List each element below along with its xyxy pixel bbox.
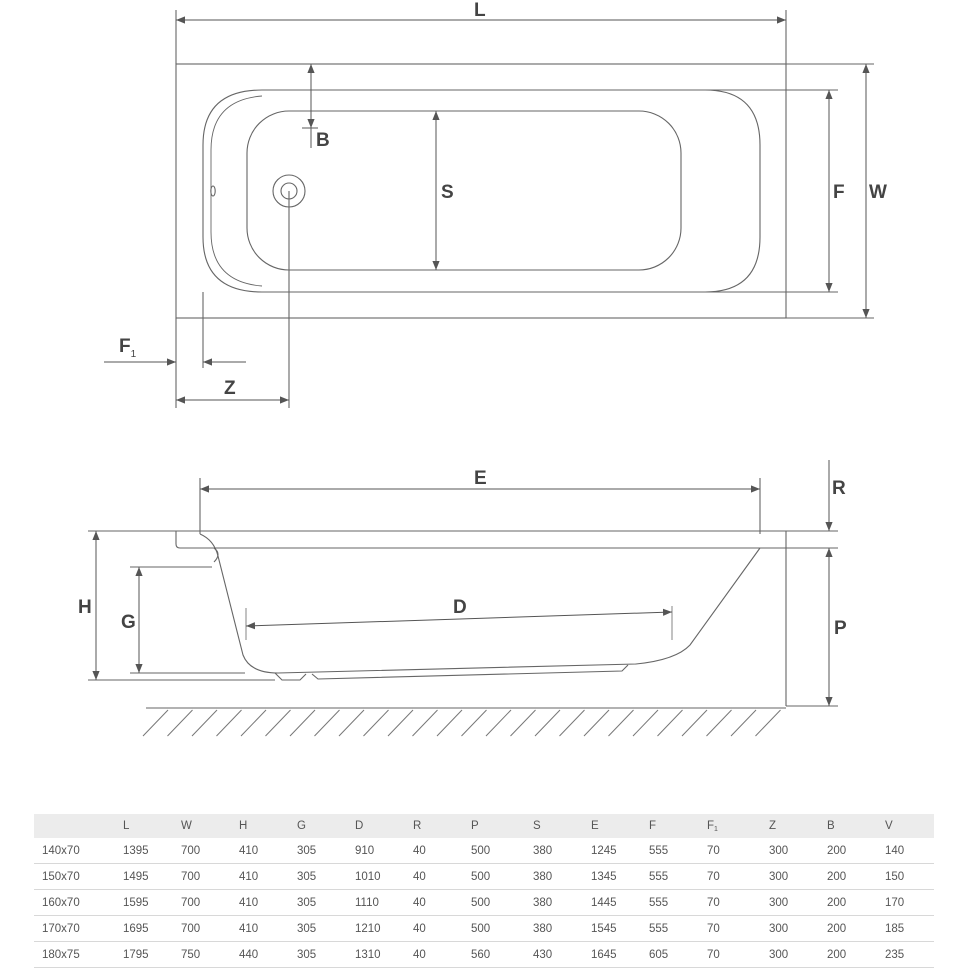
hatch-line bbox=[756, 710, 781, 736]
table-cell: 305 bbox=[289, 942, 347, 968]
table-cell: 40 bbox=[405, 838, 463, 864]
table-cell: 910 bbox=[347, 838, 405, 864]
table-cell: 1395 bbox=[115, 838, 173, 864]
label-P: P bbox=[834, 618, 847, 639]
hatch-line bbox=[437, 710, 462, 736]
table-cell: 140x70 bbox=[34, 838, 115, 864]
label-F1: $F_1$ bbox=[119, 336, 137, 360]
table-cell: 700 bbox=[173, 838, 231, 864]
table-cell: 410 bbox=[231, 864, 289, 890]
table-row bbox=[34, 838, 934, 864]
table-cell: 1445 bbox=[583, 890, 641, 916]
table-cell: 40 bbox=[405, 890, 463, 916]
table-cell: 170x70 bbox=[34, 916, 115, 942]
table-cell: 200 bbox=[819, 864, 877, 890]
hatch-line bbox=[462, 710, 487, 736]
hatch-line bbox=[609, 710, 634, 736]
header-cell-f1: F1 bbox=[699, 814, 761, 838]
dimensions-table bbox=[34, 814, 934, 968]
label-E: E bbox=[474, 468, 487, 489]
table-cell: 200 bbox=[819, 942, 877, 968]
side-view-labels bbox=[78, 468, 847, 639]
hatch-line bbox=[364, 710, 389, 736]
label-R: R bbox=[832, 478, 846, 499]
table-cell: 555 bbox=[641, 890, 699, 916]
table-cell: 300 bbox=[761, 916, 819, 942]
table-cell: 300 bbox=[761, 942, 819, 968]
table-cell: 140 bbox=[877, 838, 934, 864]
header-cell: P bbox=[463, 814, 525, 838]
table-cell: 1595 bbox=[115, 890, 173, 916]
table-cell: 40 bbox=[405, 864, 463, 890]
hatch-line bbox=[731, 710, 756, 736]
table-cell: 380 bbox=[525, 838, 583, 864]
table-cell: 1795 bbox=[115, 942, 173, 968]
table-cell: 300 bbox=[761, 864, 819, 890]
table-cell: 380 bbox=[525, 890, 583, 916]
hatch-line bbox=[658, 710, 683, 736]
table-cell: 700 bbox=[173, 864, 231, 890]
label-L: L bbox=[474, 0, 486, 21]
table-cell: 40 bbox=[405, 942, 463, 968]
table-header-row bbox=[34, 814, 934, 838]
hatch-line bbox=[707, 710, 732, 736]
table-cell: 305 bbox=[289, 864, 347, 890]
table-cell: 555 bbox=[641, 864, 699, 890]
header-cell: D bbox=[347, 814, 405, 838]
table-cell: 605 bbox=[641, 942, 699, 968]
header-cell: H bbox=[231, 814, 289, 838]
table-cell: 500 bbox=[463, 890, 525, 916]
label-D: D bbox=[453, 597, 467, 618]
table-cell: 300 bbox=[761, 890, 819, 916]
hatch-line bbox=[290, 710, 315, 736]
table-cell: 170 bbox=[877, 890, 934, 916]
header-cell: L bbox=[115, 814, 173, 838]
side-view-dimensions bbox=[96, 460, 829, 706]
table-cell: 500 bbox=[463, 838, 525, 864]
label-S: S bbox=[441, 182, 454, 203]
header-cell: Z bbox=[761, 814, 819, 838]
tub-bottom bbox=[247, 111, 681, 270]
table-cell: 1645 bbox=[583, 942, 641, 968]
hatch-line bbox=[192, 710, 217, 736]
table-cell: 180x75 bbox=[34, 942, 115, 968]
table-cell: 440 bbox=[231, 942, 289, 968]
label-H: H bbox=[78, 597, 92, 618]
table-cell: 1545 bbox=[583, 916, 641, 942]
table-cell: 555 bbox=[641, 916, 699, 942]
table-cell: 500 bbox=[463, 864, 525, 890]
hatch-line bbox=[633, 710, 658, 736]
table-cell: 1345 bbox=[583, 864, 641, 890]
header-cell bbox=[34, 814, 115, 838]
header-cell: W bbox=[173, 814, 231, 838]
hatch-line bbox=[560, 710, 585, 736]
table-cell: 380 bbox=[525, 916, 583, 942]
top-view-dimensions bbox=[104, 20, 866, 400]
table-cell: 300 bbox=[761, 838, 819, 864]
table-cell: 305 bbox=[289, 916, 347, 942]
table-cell: 410 bbox=[231, 838, 289, 864]
table-cell: 1010 bbox=[347, 864, 405, 890]
label-Z: Z bbox=[224, 378, 236, 399]
table-cell: 1210 bbox=[347, 916, 405, 942]
table-cell: 410 bbox=[231, 916, 289, 942]
hatch-line bbox=[143, 710, 168, 736]
table-row bbox=[34, 942, 934, 968]
table-row bbox=[34, 864, 934, 890]
table-cell: 200 bbox=[819, 890, 877, 916]
top-view bbox=[176, 10, 874, 408]
table-cell: 200 bbox=[819, 838, 877, 864]
overflow-hole bbox=[211, 186, 215, 196]
header-cell: E bbox=[583, 814, 641, 838]
hatch-line bbox=[486, 710, 511, 736]
header-cell: B bbox=[819, 814, 877, 838]
table-cell: 40 bbox=[405, 916, 463, 942]
table-cell: 750 bbox=[173, 942, 231, 968]
hatch-line bbox=[315, 710, 340, 736]
hatch-line bbox=[388, 710, 413, 736]
table-cell: 160x70 bbox=[34, 890, 115, 916]
hatch-line bbox=[217, 710, 242, 736]
tub-backrest-curve bbox=[211, 96, 262, 286]
tub-feet bbox=[275, 665, 628, 680]
table-cell: 1245 bbox=[583, 838, 641, 864]
floor-hatching bbox=[143, 710, 781, 736]
top-view-labels bbox=[119, 0, 887, 399]
table-cell: 700 bbox=[173, 890, 231, 916]
table-cell: 500 bbox=[463, 916, 525, 942]
hatch-line bbox=[511, 710, 536, 736]
hatch-line bbox=[339, 710, 364, 736]
tub-inner-rim bbox=[203, 90, 760, 292]
table-cell: 70 bbox=[699, 916, 761, 942]
table-cell: 1110 bbox=[347, 890, 405, 916]
header-cell: F bbox=[641, 814, 699, 838]
table-cell: 150 bbox=[877, 864, 934, 890]
table-cell: 235 bbox=[877, 942, 934, 968]
tub-rim-profile bbox=[176, 531, 786, 548]
table-cell: 1495 bbox=[115, 864, 173, 890]
header-cell: G bbox=[289, 814, 347, 838]
tub-body-profile bbox=[200, 534, 760, 673]
table-cell: 70 bbox=[699, 838, 761, 864]
header-cell: R bbox=[405, 814, 463, 838]
side-view bbox=[88, 478, 838, 708]
hatch-line bbox=[241, 710, 266, 736]
table-cell: 185 bbox=[877, 916, 934, 942]
hatch-line bbox=[682, 710, 707, 736]
label-W: W bbox=[869, 182, 887, 203]
table-cell: 1310 bbox=[347, 942, 405, 968]
hatch-line bbox=[168, 710, 193, 736]
table-cell: 150x70 bbox=[34, 864, 115, 890]
table-row bbox=[34, 890, 934, 916]
table-cell: 555 bbox=[641, 838, 699, 864]
table-cell: 70 bbox=[699, 890, 761, 916]
table-cell: 410 bbox=[231, 890, 289, 916]
header-cell: V bbox=[877, 814, 934, 838]
label-B: B bbox=[316, 130, 330, 151]
table-cell: 430 bbox=[525, 942, 583, 968]
table-cell: 305 bbox=[289, 890, 347, 916]
header-cell: S bbox=[525, 814, 583, 838]
table-cell: 380 bbox=[525, 864, 583, 890]
table-cell: 1695 bbox=[115, 916, 173, 942]
hatch-line bbox=[413, 710, 438, 736]
table-cell: 70 bbox=[699, 864, 761, 890]
table-cell: 200 bbox=[819, 916, 877, 942]
hatch-line bbox=[584, 710, 609, 736]
table-cell: 305 bbox=[289, 838, 347, 864]
label-G: G bbox=[121, 612, 136, 633]
hatch-line bbox=[535, 710, 560, 736]
hatch-line bbox=[266, 710, 291, 736]
label-F: F bbox=[833, 182, 845, 203]
table-cell: 70 bbox=[699, 942, 761, 968]
table-cell: 560 bbox=[463, 942, 525, 968]
table-row bbox=[34, 916, 934, 942]
tub-outer-rim bbox=[176, 64, 786, 318]
table-cell: 700 bbox=[173, 916, 231, 942]
